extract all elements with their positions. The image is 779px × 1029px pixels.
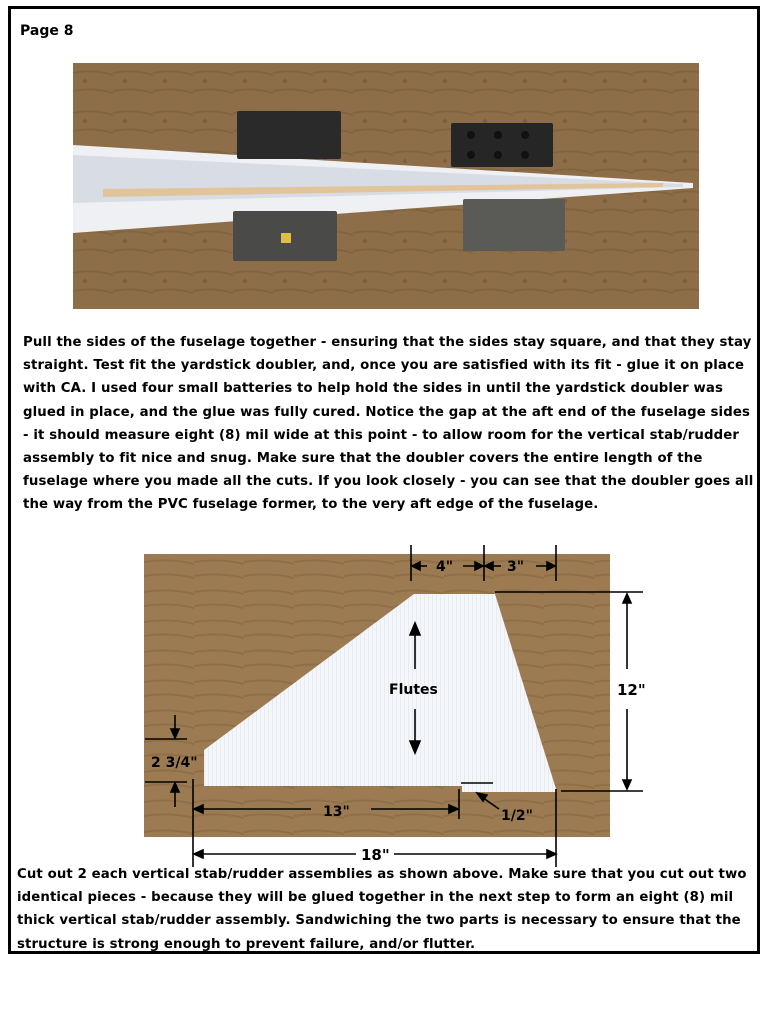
flutes-label: Flutes: [389, 682, 438, 698]
dim-overall-18in: 18": [361, 846, 390, 864]
dim-top-left-4in: 4": [436, 559, 454, 575]
instruction-paragraph-1: Pull the sides of the fuselage together - ensuring that the sides stay square, and that they stay straight. Test fit the yardstick doubler, and, once you are satisfied with its fit - glue it on place with CA. I used four small batteries to help hold the sides in until the yardstick doubler was glued in place, and the glue was fully cured. Notice the gap at the aft end of the fuselage sides - it should measure eight (8) mil wide at this point - to allow room for the vertical stab/rudder assembly to fit nice and snug. Make sure that the doubler covers the entire length of the fuselage where you made all the cuts. If you look closely - you can see that the doubler goes all the way from the PVC fuselage former, to the very aft edge of the fuselage.: [23, 335, 754, 513]
dim-left-2-3-4in: 2 3/4": [151, 755, 198, 771]
dimension-overlay: [11, 9, 763, 957]
instruction-paragraph-2: Cut out 2 each vertical stab/rudder assemblies as shown above. Make sure that you cut out two identical pieces - because they will be glued together in the next step to form an eight (8) mil thick vertical stab/rudder assembly. Sandwiching the two parts is necessary to ensure that the structure is strong enough to prevent failure, and/or flutter.: [17, 867, 747, 952]
dim-height-12in: 12": [617, 681, 646, 699]
dim-top-right-3in: 3": [507, 559, 525, 575]
dim-notch-half-in: 1/2": [501, 808, 533, 824]
page-frame: [8, 6, 760, 954]
page-number: Page 8: [20, 23, 74, 39]
dim-bottom-13in: 13": [323, 804, 350, 820]
